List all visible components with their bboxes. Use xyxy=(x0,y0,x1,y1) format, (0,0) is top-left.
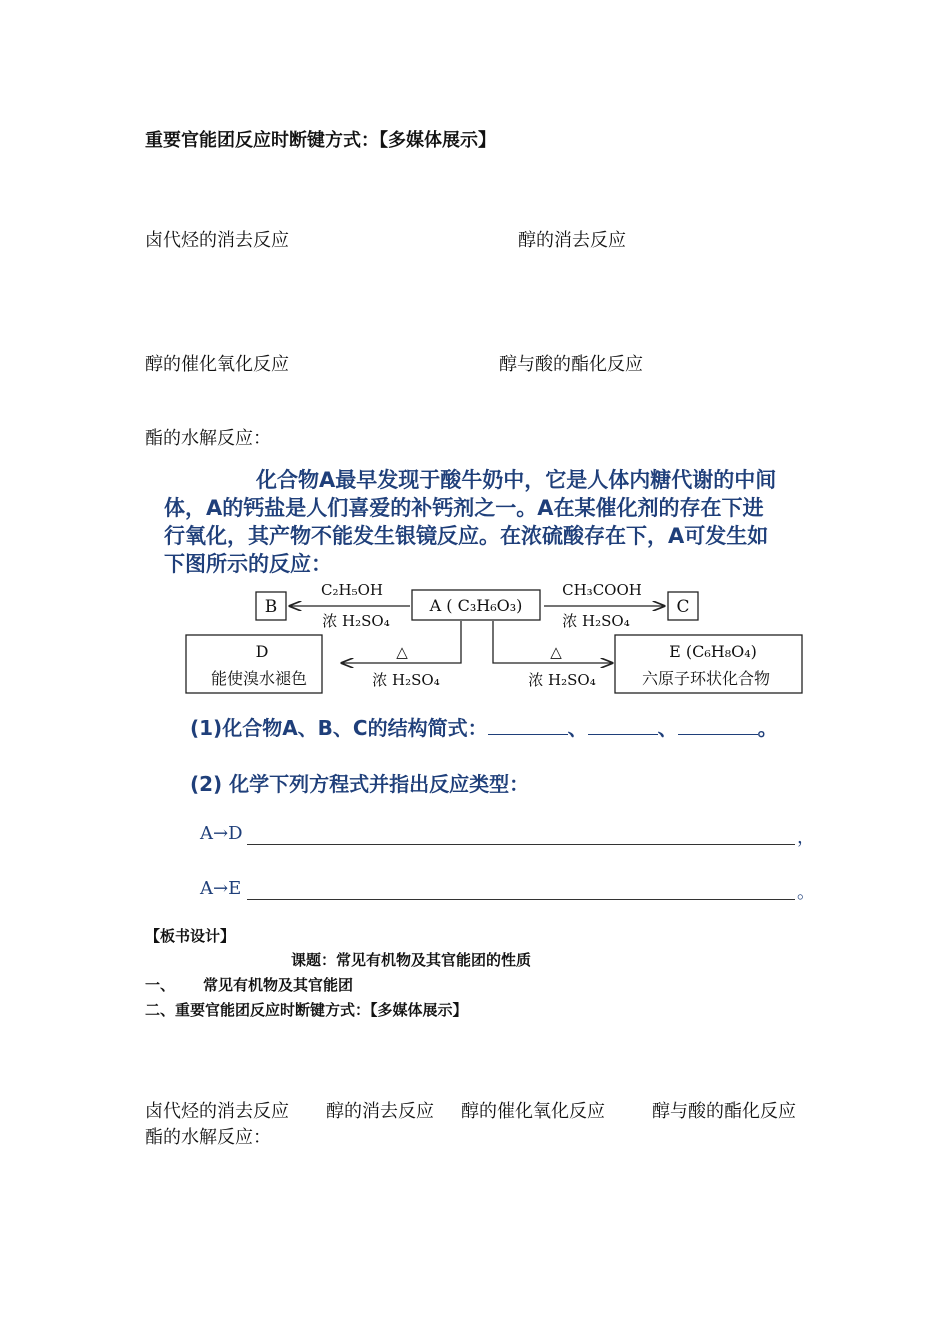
reaction-haloalkane-elimination: 卤代烃的消去反应 xyxy=(145,230,289,251)
reagent-e-top: △ xyxy=(550,643,562,661)
question-1-sep-1: 、 xyxy=(567,716,588,740)
question-1 xyxy=(190,712,778,741)
equation-a-to-e-label: A→E xyxy=(200,878,242,899)
board-reaction-2: 醇的消去反应 xyxy=(326,1101,434,1122)
equation-a-to-d-end: ， xyxy=(797,827,815,848)
question-1-label: (1)化合物A、B、C的结构简式： xyxy=(190,716,488,740)
answer-blank-b[interactable] xyxy=(588,716,658,735)
section-title: 重要官能团反应时断键方式：【多媒体展示】 xyxy=(145,130,496,151)
board-reaction-4: 醇与酸的酯化反应 xyxy=(652,1101,796,1122)
board-topic: 课题：常见有机物及其官能团的性质 xyxy=(291,951,532,969)
box-e-desc: 六原子环状化合物 xyxy=(641,669,771,688)
reaction-esterification: 醇与酸的酯化反应 xyxy=(499,354,643,375)
reaction-alcohol-oxidation: 醇的催化氧化反应 xyxy=(145,354,289,375)
equation-a-to-e-blank[interactable] xyxy=(247,899,795,900)
answer-blank-a[interactable] xyxy=(488,716,568,735)
equation-a-to-d-label: A→D xyxy=(200,823,243,844)
reaction-scheme xyxy=(180,575,820,700)
reagent-c-top: CH₃COOH xyxy=(562,581,642,599)
question-1-sep-2: 、 xyxy=(657,716,678,740)
equation-a-to-d-blank[interactable] xyxy=(247,844,795,845)
box-c-label: C xyxy=(676,597,690,617)
equation-a-to-e-end: 。 xyxy=(797,882,815,903)
reagent-b-top: C₂H₅OH xyxy=(321,581,383,599)
box-e-title: E (C₆H₈O₄) xyxy=(669,642,757,661)
board-item-2: 二、重要官能团反应时断键方式：【多媒体展示】 xyxy=(145,1001,468,1019)
reagent-e-bottom: 浓 H₂SO₄ xyxy=(528,671,596,689)
problem-line-2: 体，A的钙盐是人们喜爱的补钙剂之一。A在某催化剂的存在下进 xyxy=(164,496,764,520)
box-d-title: D xyxy=(255,642,269,661)
board-reaction-1: 卤代烃的消去反应 xyxy=(145,1101,289,1122)
board-item-1-num: 一、 xyxy=(145,976,176,994)
box-d-desc: 能使溴水褪色 xyxy=(210,669,308,688)
reagent-d-bottom: 浓 H₂SO₄ xyxy=(372,671,440,689)
question-1-end: 。 xyxy=(757,716,778,740)
reagent-d-top: △ xyxy=(396,643,408,661)
board-reaction-3: 醇的催化氧化反应 xyxy=(461,1101,605,1122)
box-b-label: B xyxy=(264,597,278,617)
problem-line-4: 下图所示的反应： xyxy=(164,552,332,576)
reagent-b-bottom: 浓 H₂SO₄ xyxy=(322,612,390,630)
board-heading: 【板书设计】 xyxy=(145,927,236,945)
answer-blank-c[interactable] xyxy=(678,716,758,735)
reaction-alcohol-elimination: 醇的消去反应 xyxy=(518,230,626,251)
board-reaction-5: 酯的水解反应： xyxy=(145,1127,271,1148)
question-2: (2) 化学下列方程式并指出反应类型： xyxy=(190,772,530,796)
problem-line-1: 化合物A最早发现于酸牛奶中，它是人体内糖代谢的中间 xyxy=(256,468,777,492)
box-a-label: A ( C₃H₆O₃) xyxy=(429,596,523,615)
reaction-ester-hydrolysis: 酯的水解反应： xyxy=(145,428,271,449)
board-item-1-text: 常见有机物及其官能团 xyxy=(203,976,354,994)
reagent-c-bottom: 浓 H₂SO₄ xyxy=(562,612,630,630)
problem-line-3: 行氧化，其产物不能发生银镜反应。在浓硫酸存在下，A可发生如 xyxy=(164,524,769,548)
